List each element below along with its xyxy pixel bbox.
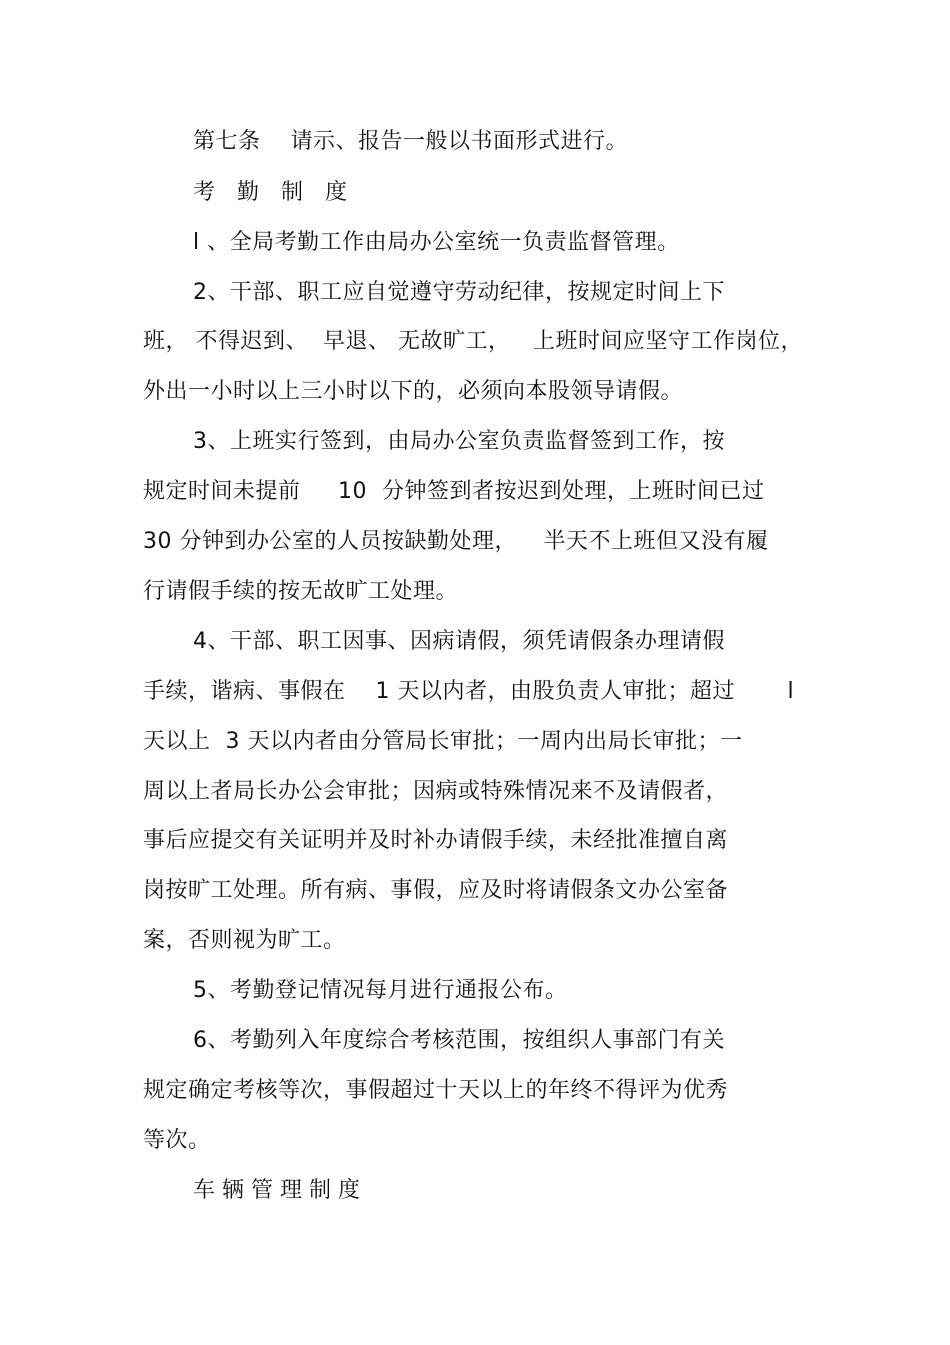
- clause-4-line-4: 周以上者局长办公会审批；因病或特殊情况来不及请假者，: [143, 779, 729, 804]
- clause-4-line-1: 4、干部、职工因事、因病请假，须凭请假条办理请假: [193, 629, 725, 654]
- clause-1-line: l 、全局考勤工作由局办公室统一负责监督管理。: [193, 230, 680, 255]
- clause-4-line-6: 岗按旷工处理。所有病、事假，应及时将请假条文办公室备: [143, 878, 729, 903]
- clause-6-line-1: 6、考勤列入年度综合考核范围，按组织人事部门有关: [193, 1028, 725, 1053]
- clause-6-line-3: 等次。: [143, 1128, 211, 1153]
- clause-3-line-2: 规定时间未提前 10 分钟签到者按迟到处理，上班时间已过: [143, 479, 765, 504]
- attendance-heading: 考 勤 制 度: [193, 180, 348, 205]
- clause-2-line-2: 班， 不得迟到、 早退、 无故旷工， 上班时间应坚守工作岗位，: [143, 329, 803, 354]
- clause-3-line-4: 行请假手续的按无故旷工处理。: [143, 579, 459, 604]
- vehicle-heading: 车 辆 管 理 制 度: [193, 1178, 360, 1203]
- clause-4-line-7: 案，否则视为旷工。: [143, 928, 346, 953]
- clause-2-line-3: 外出一小时以上三小时以下的，必须向本股领导请假。: [143, 379, 684, 404]
- clause-3-line-3: 30 分钟到办公室的人员按缺勤处理， 半天不上班但又没有履: [143, 529, 769, 554]
- clause-4-line-3: 天以上 3 天以内者由分管局长审批；一周内出局长审批；一: [143, 729, 743, 754]
- clause-5-line: 5、考勤登记情况每月进行通报公布。: [193, 978, 568, 1003]
- clause-4-line-5: 事后应提交有关证明并及时补办请假手续，未经批准擅自离: [143, 828, 729, 853]
- article-seven-line: 第七条 请示、报告一般以书面形式进行。: [193, 129, 628, 154]
- clause-4-line-2: 手续，谐病、事假在 1 天以内者，由股负责人审批；超过 l: [143, 679, 795, 704]
- clause-2-line-1: 2、干部、职工应自觉遵守劳动纪律，按规定时间上下: [193, 280, 725, 305]
- clause-6-line-2: 规定确定考核等次，事假超过十天以上的年终不得评为优秀: [143, 1078, 729, 1103]
- clause-3-line-1: 3、上班实行签到，由局办公室负责监督签到工作，按: [193, 429, 725, 454]
